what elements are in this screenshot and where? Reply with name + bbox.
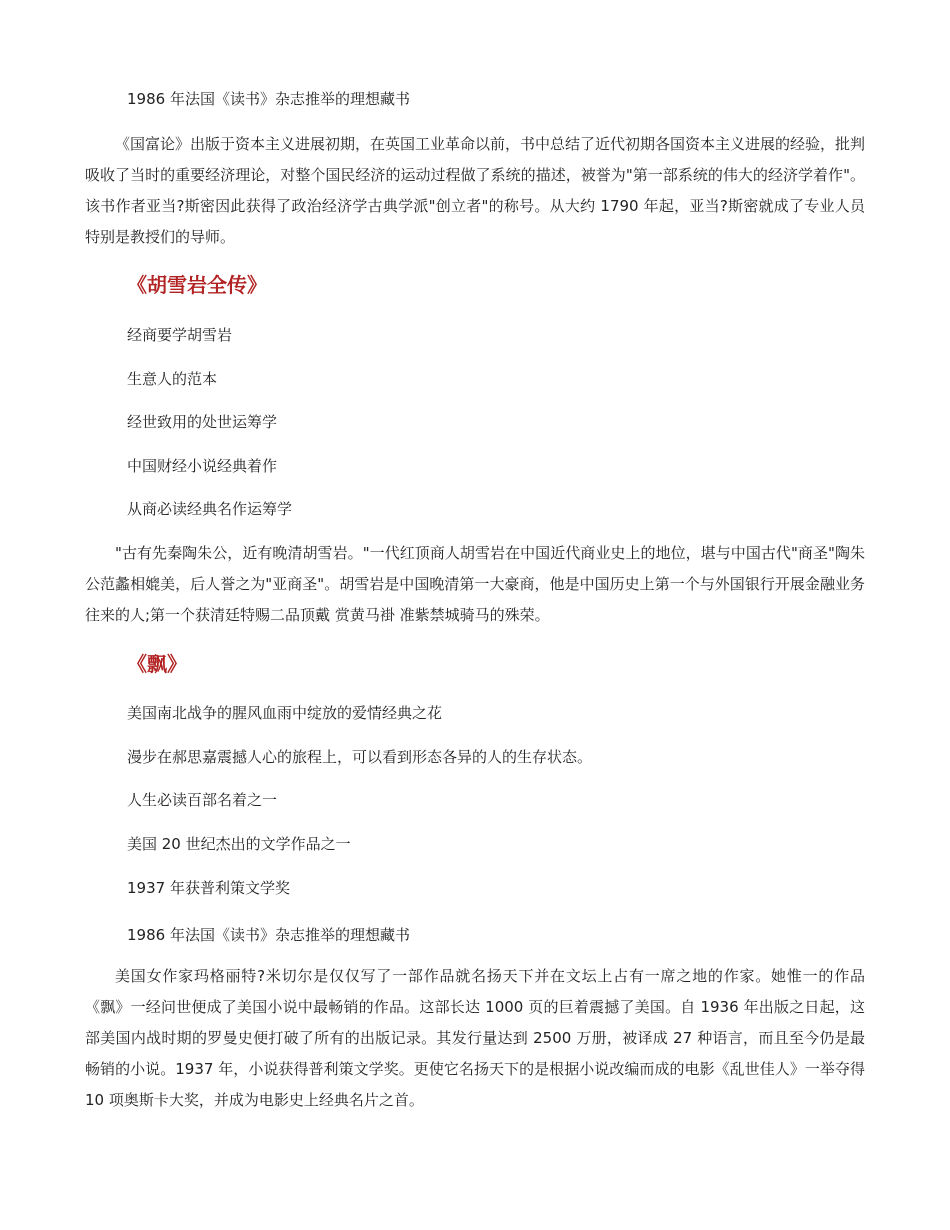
book1-tagline-5: 从商必读经典名作运筹学 xyxy=(127,500,293,518)
book2-tagline-4: 美国 20 世纪杰出的文学作品之一 xyxy=(127,835,351,853)
book1-tagline-1: 经商要学胡雪岩 xyxy=(127,326,233,344)
book1-tagline-2: 生意人的范本 xyxy=(127,370,218,388)
book2-tagline-5: 1937 年获普利策文学奖 xyxy=(127,879,290,897)
book2-paragraph: 美国女作家玛格丽特?米切尔是仅仅写了一部作品就名扬天下并在文坛上占有一席之地的作家。她惟一的作品《飘》一经问世便成了美国小说中最畅销的作品。这部长达 1000 页的巨着震撼了美国。自 1936 年出版之日起，这部美国内战时期的罗曼史便打破了所有的出版记录。其发行量达到 2500 万册，被译成 27 种语言，而且至今仍是最畅销的小说。1937 年，小说获得普利策文学奖。更使它名扬天下的是根据小说改编而成的电影《乱世佳人》一举夺得 10 项奥斯卡大奖，并成为电影史上经典名片之首。 xyxy=(85,967,865,1109)
intro-tagline: 1986 年法国《读书》杂志推举的理想藏书 xyxy=(127,90,410,108)
book1-tagline-4: 中国财经小说经典着作 xyxy=(127,457,278,475)
book2-tagline-3: 人生必读百部名着之一 xyxy=(127,791,278,809)
book2-tagline-6: 1986 年法国《读书》杂志推举的理想藏书 xyxy=(127,926,410,944)
book1-paragraph: "古有先秦陶朱公，近有晚清胡雪岩。"一代红顶商人胡雪岩在中国近代商业史上的地位，堪与中国古代"商圣"陶朱公范蠡相媲美，后人誉之为"亚商圣"。胡雪岩是中国晚清第一大豪商，他是中国历史上第一个与外国银行开展金融业务往来的人;第一个获清廷特赐二品顶戴 赏黄马褂 准紫禁城骑马的殊荣。 xyxy=(85,544,865,624)
book1-tagline-3: 经世致用的处世运筹学 xyxy=(127,413,278,431)
book-title-gone-with-the-wind: 《飘》 xyxy=(127,652,187,676)
intro-paragraph: 《国富论》出版于资本主义进展初期，在英国工业革命以前，书中总结了近代初期各国资本主义进展的经验，批判吸收了当时的重要经济理论，对整个国民经济的运动过程做了系统的描述，被誉为"第一部系统的伟大的经济学着作"。该书作者亚当?斯密因此获得了政治经济学古典学派"创立者"的称号。从大约 1790 年起，亚当?斯密就成了专业人员特别是教授们的导师。 xyxy=(85,135,866,246)
book-title-hu-xueyan: 《胡雪岩全传》 xyxy=(127,273,267,297)
book2-tagline-1: 美国南北战争的腥风血雨中绽放的爱情经典之花 xyxy=(127,704,443,722)
book2-tagline-2: 漫步在郝思嘉震撼人心的旅程上，可以看到形态各异的人的生存状态。 xyxy=(127,748,593,766)
